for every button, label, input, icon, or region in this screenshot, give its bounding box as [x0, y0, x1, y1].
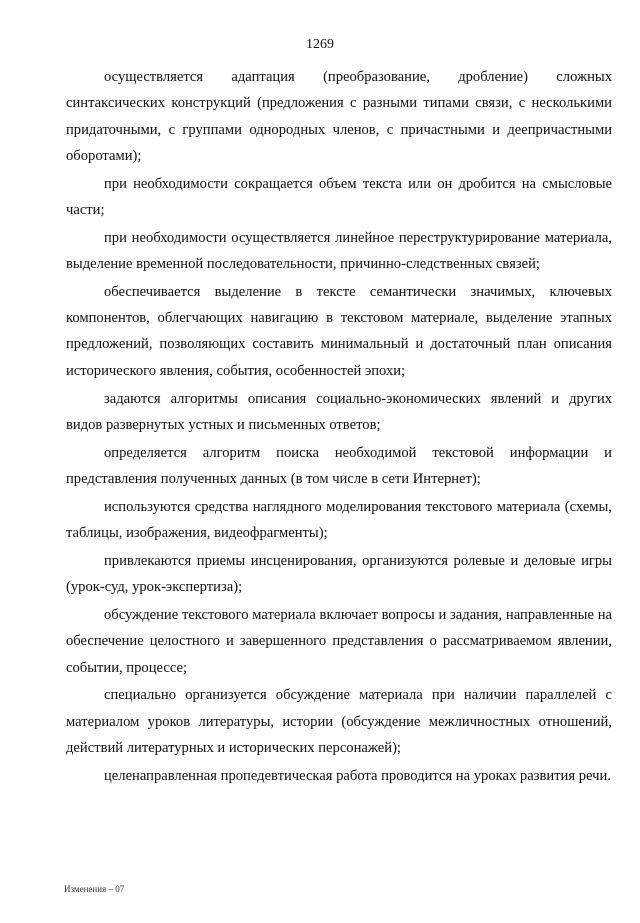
- paragraph: осуществляется адаптация (преобразование, дробление) сложных синтаксических конструкций (предложения с разными типами связи, с несколькими придаточными, с группами однородных членов, с причастными и деепричастными оборотами);: [66, 69, 612, 164]
- page-number: 1269: [306, 37, 334, 52]
- paragraph: задаются алгоритмы описания социально-экономических явлений и других видов развернутых устных и письменных ответов;: [66, 390, 612, 433]
- paragraph: используются средства наглядного моделирования текстового материала (схемы, таблицы, изображения, видеофрагменты);: [66, 498, 612, 542]
- paragraph: целенаправленная пропедевтическая работа проводится на уроках развития речи.: [104, 767, 611, 784]
- paragraph: при необходимости осуществляется линейное переструктурирование материала, выделение временной последовательности, причинно-следственных связей;: [66, 229, 612, 273]
- paragraph: обсуждение текстового материала включает вопросы и задания, направленные на обеспечение целостного и завершенного представления о рассматриваемом явлении, событии, процессе;: [66, 606, 612, 676]
- body-text: [66, 64, 612, 791]
- footer-revision-note: Изменения – 07: [64, 884, 125, 894]
- paragraph: определяется алгоритм поиска необходимой текстовой информации и представления полученных данных (в том числе в сети Интернет);: [66, 444, 612, 487]
- paragraph: при необходимости сокращается объем текста или он дробится на смысловые части;: [66, 175, 612, 218]
- paragraph: обеспечивается выделение в тексте семантически значимых, ключевых компонентов, облегчающих навигацию в текстовом материале, выделение этапных предложений, позволяющих составить минимальный и достаточный план описания исторического явления, события, особенностей эпохи;: [66, 283, 612, 379]
- paragraph: специально организуется обсуждение материала при наличии параллелей с материалом уроков литературы, истории (обсуждение межличностных отношений, действий литературных и исторических персонажей);: [66, 687, 612, 756]
- paragraph: привлекаются приемы инсценирования, организуются ролевые и деловые игры (урок-суд, урок-экспертиза);: [66, 552, 612, 596]
